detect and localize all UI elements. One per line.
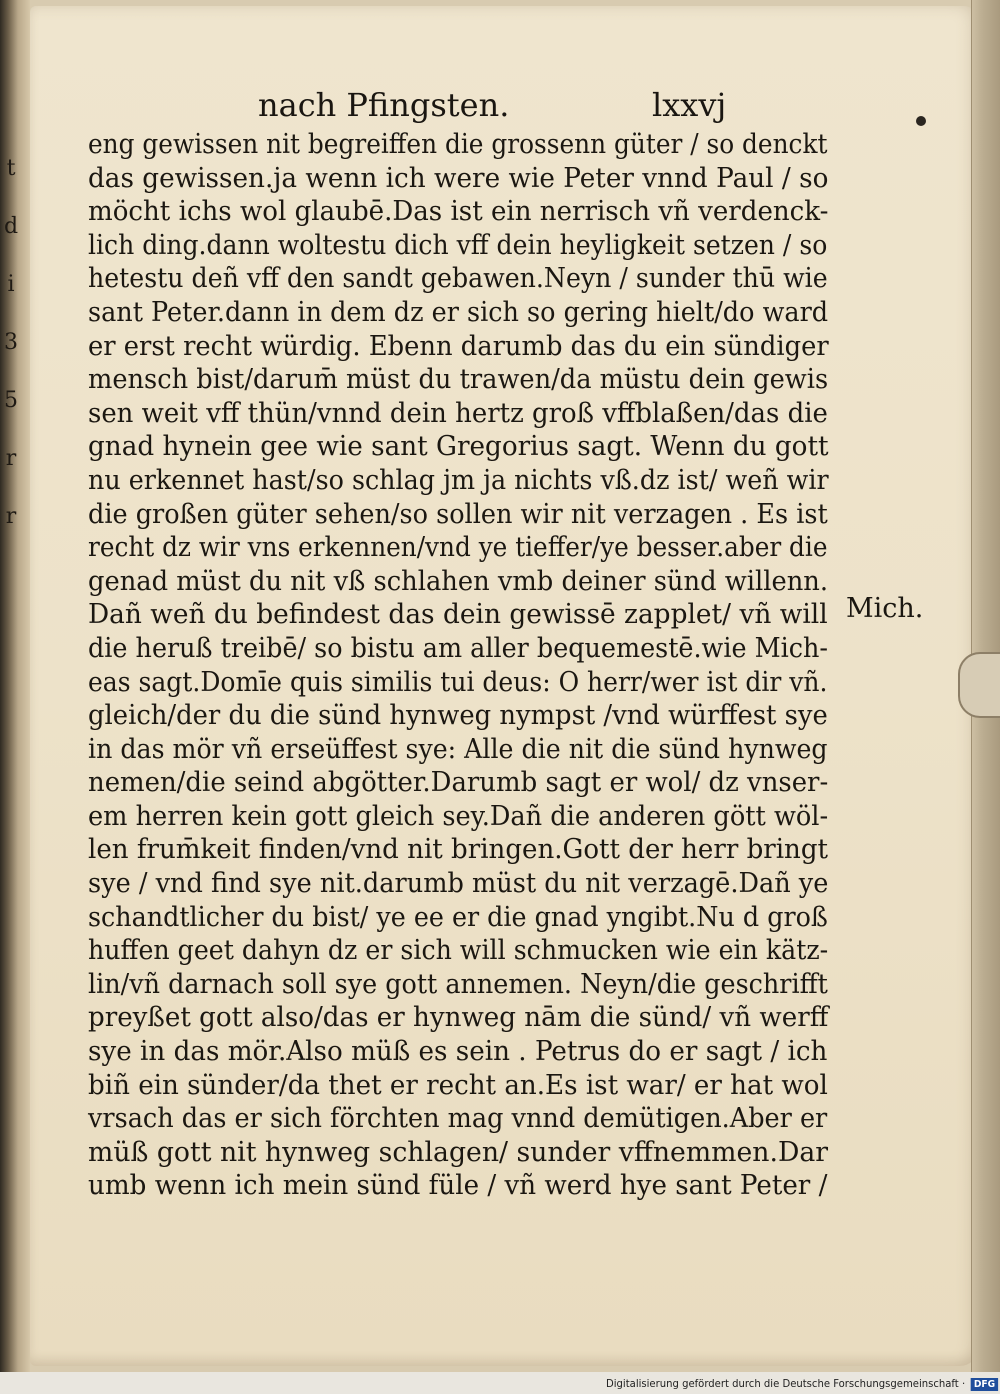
text-line: er erst recht würdig. Ebenn darumb das du ein sündiger xyxy=(88,329,829,362)
text-line: die heruß treibē/ so bistu am aller bequemestē.wie Mich- xyxy=(88,631,829,664)
text-line: biñ ein sünder/da thet er recht an.Es ist war/ er hat wol xyxy=(88,1068,828,1101)
text-line: preyßet gott also/das er hynweg nām die sünd/ vñ werff xyxy=(88,1001,829,1034)
footer-credit: Digitalisierung gefördert durch die Deutsche Forschungsgemeinschaft xyxy=(606,1377,959,1390)
text-line: die großen güter sehen/so sollen wir nit verzagen . Es ist xyxy=(88,497,828,530)
text-line: mensch bist/darum̄ müst du trawen/da müstu dein gewis xyxy=(88,363,829,396)
text-line: eng gewissen nit begreiffen die grossenn güter / so denckt xyxy=(88,128,828,160)
left-margin-fragment: d xyxy=(3,214,19,239)
text-line: umb wenn ich mein sünd füle / vñ werd hye sant Peter / xyxy=(88,1169,828,1202)
text-line: em herren kein gott gleich sey.Dañ die anderen gött wöl- xyxy=(88,799,829,832)
left-margin-fragment: 5 xyxy=(4,388,18,413)
text-line: schandtlicher du bist/ ye ee er die gnad yngibt.Nu d groß xyxy=(88,900,828,933)
left-margin-fragment: t xyxy=(6,156,16,181)
page-header xyxy=(258,86,778,126)
text-line: nu erkennet hast/so schlag jm ja nichts vß.dz ist/ weñ wir xyxy=(88,463,829,496)
text-line: nemen/die seind abgötter.Darumb sagt er wol/ dz vnser- xyxy=(88,766,829,799)
text-line: möcht ichs wol glaubē.Das ist ein nerrisch vñ verdenck- xyxy=(88,195,829,228)
text-line: Dañ weñ du befindest das dein gewissē zapplet/ vñ will xyxy=(88,598,828,631)
text-line: müß gott nit hynweg schlagen/ sunder vffnemmen.Dar xyxy=(88,1135,829,1168)
marginal-note: Mich. xyxy=(846,593,924,624)
text-line: sye in das mör.Also müß es sein . Petrus do er sagt / ich xyxy=(88,1035,828,1068)
text-line: huffen geet dahyn dz er sich will schmucken wie ein kätz- xyxy=(88,934,829,967)
text-line: vrsach das er sich förchten mag vnnd demütigen.Aber er xyxy=(88,1102,828,1135)
text-line: gnad hynein gee wie sant Gregorius sagt. Wenn du gott xyxy=(88,430,829,463)
text-line: eas sagt.Domīe quis similis tui deus: O herr/wer ist dir vñ. xyxy=(88,665,828,698)
text-line: lin/vñ darnach soll sye gott annemen. Neyn/die geschrifft xyxy=(88,967,828,1000)
text-line: gleich/der du die sünd hynweg nympst /vnd würffest sye xyxy=(88,699,828,732)
text-line: in das mör vñ erseüffest sye: Alle die nit die sünd hynweg xyxy=(88,732,828,765)
left-margin-fragment: i xyxy=(7,272,15,297)
dfg-logo: DFG xyxy=(971,1378,998,1391)
text-line: len frum̄keit finden/vnd nit bringen.Gott der herr bringt xyxy=(88,833,829,866)
text-line: das gewissen.ja wenn ich were wie Peter vnnd Paul / so xyxy=(88,161,829,194)
text-line: sye / vnd find sye nit.darumb müst du nit verzagē.Dañ ye xyxy=(88,867,829,900)
body-text xyxy=(88,128,828,1203)
text-line: genad müst du nit vß schlahen vmb deiner sünd willenn. xyxy=(88,564,829,597)
folio-number: lxxvj xyxy=(652,86,727,124)
text-line: lich ding.dann woltestu dich vff dein heyligkeit setzen / so xyxy=(88,228,828,261)
text-line: sen weit vff thün/vnnd dein hertz groß vffblaßen/das die xyxy=(88,396,828,429)
text-line: sant Peter.dann in dem dz er sich so gering hielt/do ward xyxy=(88,295,829,328)
text-line: hetestu deñ vff den sandt gebawen.Neyn / sunder thū wie xyxy=(88,262,828,295)
left-margin-fragment: 3 xyxy=(4,330,18,355)
left-page-marginalia xyxy=(2,140,20,546)
footer: Digitalisierung gefördert durch die Deutsche Forschungsgemeinschaft · DFG xyxy=(606,1377,964,1393)
left-margin-fragment: r xyxy=(5,504,17,529)
running-head: nach Pfingsten. xyxy=(258,86,510,124)
ink-dot xyxy=(916,116,926,126)
page-tab-marker xyxy=(958,652,1000,718)
text-line: recht dz wir vns erkennen/vnd ye tieffer/ye besser.aber die xyxy=(88,531,828,564)
left-margin-fragment: r xyxy=(5,446,17,471)
